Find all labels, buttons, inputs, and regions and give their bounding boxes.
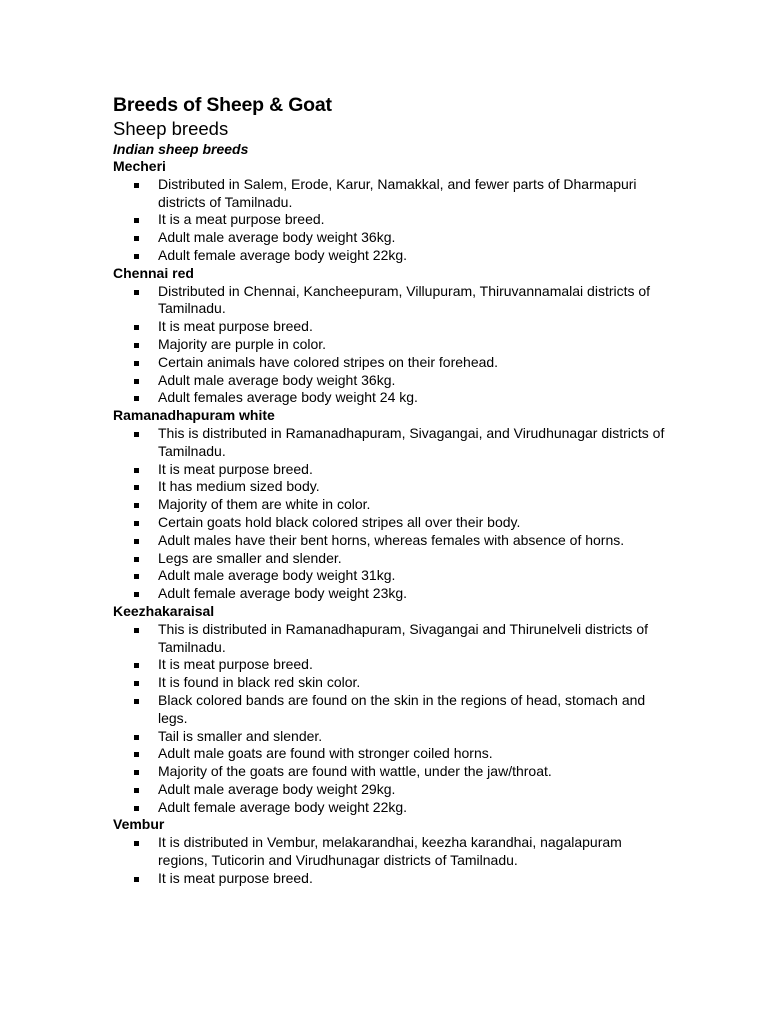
square-bullet-icon — [134, 290, 139, 295]
list-item — [158, 728, 673, 746]
breed-section — [113, 407, 673, 603]
square-bullet-icon — [134, 343, 139, 348]
breed-facts-list — [113, 425, 673, 603]
list-item-text: Certain goats hold black colored stripes all over their body. — [158, 513, 521, 530]
breed-name: Chennai red — [113, 264, 194, 281]
square-bullet-icon — [134, 325, 139, 330]
document-page — [113, 94, 673, 888]
list-item-text: Adult female average body weight 22kg. — [158, 246, 408, 263]
list-item-text: Distributed in Chennai, Kancheepuram, Villupuram, Thiruvannamalai districts of Tamilnadu. — [158, 282, 651, 317]
square-bullet-icon — [134, 361, 139, 366]
list-item — [158, 478, 673, 496]
list-item — [158, 870, 673, 888]
list-item-text: It is meat purpose breed. — [158, 869, 313, 886]
list-item — [158, 585, 673, 603]
list-item — [158, 425, 673, 461]
list-item-text: It is meat purpose breed. — [158, 656, 313, 673]
breed-facts-list — [113, 176, 673, 265]
list-item-text: Certain animals have colored stripes on their forehead. — [158, 353, 499, 370]
square-bullet-icon — [134, 681, 139, 686]
list-item — [158, 621, 673, 657]
section-heading: Indian sheep breeds — [113, 141, 249, 157]
list-item — [158, 389, 673, 407]
breed-name: Ramanadhapuram white — [113, 407, 275, 424]
list-item-text: Adult female average body weight 23kg. — [158, 585, 408, 602]
list-item — [158, 567, 673, 585]
breed-section — [113, 158, 673, 265]
list-item-text: Majority are purple in color. — [158, 335, 327, 352]
list-item-text: Tail is smaller and slender. — [158, 727, 323, 744]
list-item-text: Adult male average body weight 36kg. — [158, 371, 396, 388]
list-item-text: Legs are smaller and slender. — [158, 549, 342, 566]
list-item — [158, 692, 673, 728]
list-item-text: Adult male average body weight 31kg. — [158, 567, 396, 584]
document-subtitle: Sheep breeds — [113, 118, 229, 139]
square-bullet-icon — [134, 788, 139, 793]
square-bullet-icon — [134, 806, 139, 811]
list-item-text: Majority of them are white in color. — [158, 496, 371, 513]
breed-name: Vembur — [113, 816, 165, 833]
list-item — [158, 461, 673, 479]
list-item-text: Black colored bands are found on the skin in the regions of head, stomach and legs. — [158, 691, 646, 726]
list-item — [158, 211, 673, 229]
list-item-text: It is meat purpose breed. — [158, 318, 313, 335]
square-bullet-icon — [134, 485, 139, 490]
list-item — [158, 496, 673, 514]
square-bullet-icon — [134, 254, 139, 259]
square-bullet-icon — [134, 379, 139, 384]
square-bullet-icon — [134, 503, 139, 508]
list-item — [158, 550, 673, 568]
list-item — [158, 834, 673, 870]
list-item-text: It is found in black red skin color. — [158, 674, 361, 691]
list-item — [158, 656, 673, 674]
square-bullet-icon — [134, 236, 139, 241]
list-item-text: Adult females average body weight 24 kg. — [158, 389, 418, 406]
list-item-text: It is distributed in Vembur, melakarandhai, keezha karandhai, nagalapuram regions, Tuticorin and Virudhunagar districts of Tamilnadu. — [158, 834, 622, 869]
list-item-text: This is distributed in Ramanadhapuram, Sivagangai and Thirunelveli districts of Tamilnadu. — [158, 620, 648, 655]
list-item — [158, 354, 673, 372]
square-bullet-icon — [134, 557, 139, 562]
list-item — [158, 532, 673, 550]
square-bullet-icon — [134, 592, 139, 597]
breed-section — [113, 265, 673, 407]
square-bullet-icon — [134, 396, 139, 401]
square-bullet-icon — [134, 183, 139, 188]
breed-name: Keezhakaraisal — [113, 602, 215, 619]
square-bullet-icon — [134, 877, 139, 882]
list-item — [158, 781, 673, 799]
breed-facts-list — [113, 621, 673, 817]
list-item-text: Adult male average body weight 29kg. — [158, 780, 396, 797]
square-bullet-icon — [134, 574, 139, 579]
list-item — [158, 799, 673, 817]
list-item — [158, 336, 673, 354]
list-item-text: Adult female average body weight 22kg. — [158, 798, 408, 815]
list-item — [158, 176, 673, 212]
square-bullet-icon — [134, 218, 139, 223]
list-item-text: Adult male goats are found with stronger coiled horns. — [158, 745, 493, 762]
square-bullet-icon — [134, 663, 139, 668]
list-item-text: It has medium sized body. — [158, 478, 320, 495]
square-bullet-icon — [134, 432, 139, 437]
list-item — [158, 283, 673, 319]
square-bullet-icon — [134, 841, 139, 846]
square-bullet-icon — [134, 521, 139, 526]
square-bullet-icon — [134, 539, 139, 544]
square-bullet-icon — [134, 752, 139, 757]
square-bullet-icon — [134, 770, 139, 775]
square-bullet-icon — [134, 699, 139, 704]
square-bullet-icon — [134, 735, 139, 740]
breed-name: Mecheri — [113, 158, 166, 174]
list-item — [158, 514, 673, 532]
breed-facts-list — [113, 283, 673, 408]
list-item-text: Majority of the goats are found with wattle, under the jaw/throat. — [158, 763, 552, 780]
list-item — [158, 763, 673, 781]
list-item-text: It is meat purpose breed. — [158, 460, 313, 477]
list-item — [158, 318, 673, 336]
list-item — [158, 372, 673, 390]
list-item-text: It is a meat purpose breed. — [158, 211, 325, 228]
square-bullet-icon — [134, 628, 139, 633]
list-item-text: Adult male average body weight 36kg. — [158, 229, 396, 246]
breed-section — [113, 816, 673, 887]
list-item-text: Distributed in Salem, Erode, Karur, Namakkal, and fewer parts of Dharmapuri districts of Tamilnadu. — [158, 175, 637, 210]
breed-list — [113, 158, 673, 888]
list-item — [158, 674, 673, 692]
list-item — [158, 745, 673, 763]
list-item-text: This is distributed in Ramanadhapuram, Sivagangai, and Virudhunagar districts of Tamilnadu. — [158, 424, 665, 459]
list-item-text: Adult males have their bent horns, whereas females with absence of horns. — [158, 531, 625, 548]
list-item — [158, 229, 673, 247]
breed-section — [113, 603, 673, 817]
list-item — [158, 247, 673, 265]
document-title: Breeds of Sheep & Goat — [113, 94, 332, 116]
breed-facts-list — [113, 834, 673, 887]
square-bullet-icon — [134, 468, 139, 473]
